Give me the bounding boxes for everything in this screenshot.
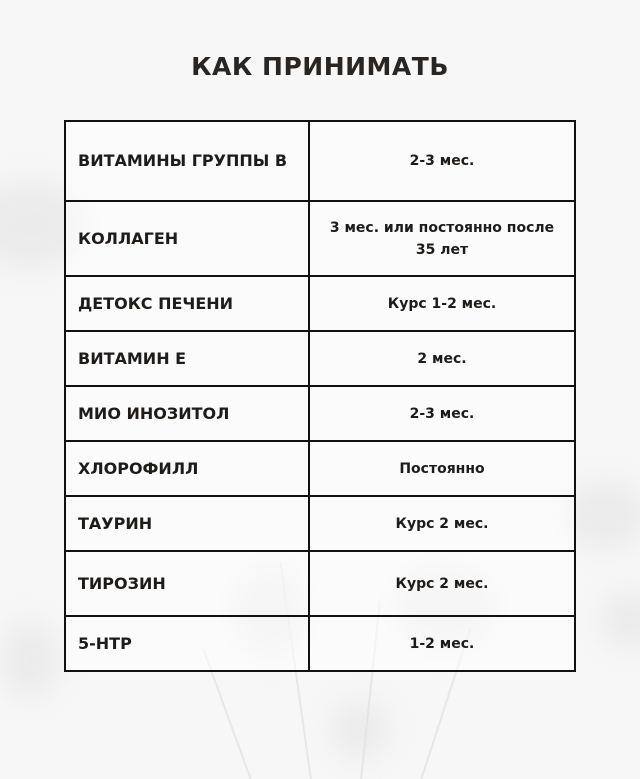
dosage-duration: 2 мес. [309,331,575,386]
table-row [65,331,575,386]
dosage-duration: 3 мес. или постоянно после 35 лет [309,201,575,276]
dosage-duration: 2-3 мес. [309,121,575,201]
dosage-table [64,120,576,672]
dosage-duration: Курс 2 мес. [309,551,575,616]
table-row [65,496,575,551]
supplement-name: МИО ИНОЗИТОЛ [65,386,309,441]
table-row [65,121,575,201]
dosage-duration: 1-2 мес. [309,616,575,671]
page-title: КАК ПРИНИМАТЬ [191,52,449,81]
table-row [65,551,575,616]
table-row [65,616,575,671]
table-row [65,276,575,331]
supplement-name: ВИТАМИНЫ ГРУППЫ В [65,121,309,201]
dosage-duration: Курс 2 мес. [309,496,575,551]
dosage-duration: Курс 1-2 мес. [309,276,575,331]
dosage-duration: 2-3 мес. [309,386,575,441]
supplement-name: ТАУРИН [65,496,309,551]
supplement-name: ХЛОРОФИЛЛ [65,441,309,496]
dosage-duration: Постоянно [309,441,575,496]
table-row [65,386,575,441]
supplement-name: 5-HTP [65,616,309,671]
table-row [65,441,575,496]
supplement-name: ДЕТОКС ПЕЧЕНИ [65,276,309,331]
supplement-name: ТИРОЗИН [65,551,309,616]
supplement-name: КОЛЛАГЕН [65,201,309,276]
supplement-name: ВИТАМИН Е [65,331,309,386]
table-row [65,201,575,276]
